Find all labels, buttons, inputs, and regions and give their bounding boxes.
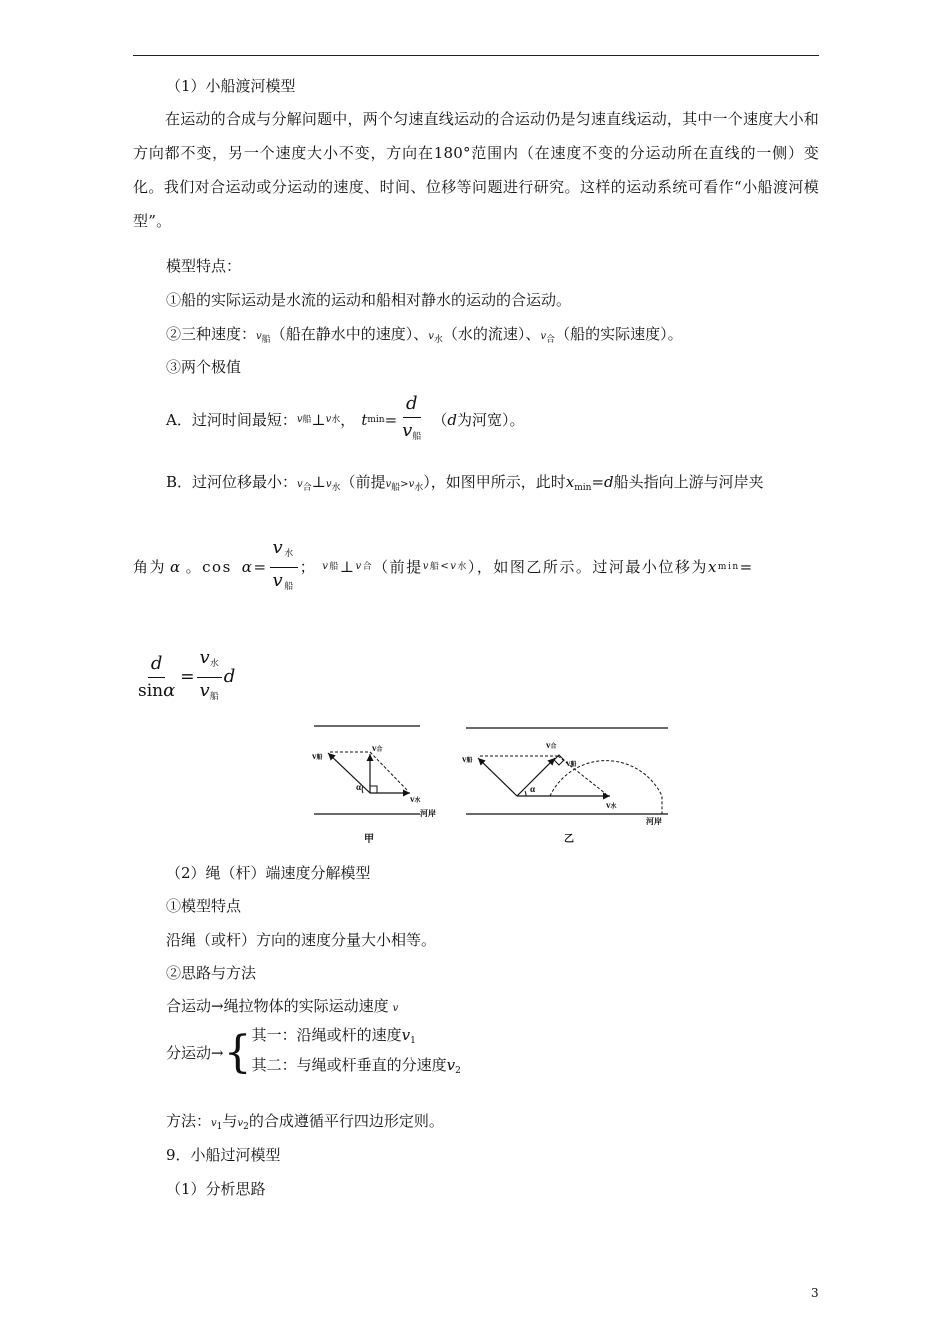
rope-feature: 沿绳（或杆）方向的速度分量大小相等。 [166, 931, 437, 949]
sub-water: 水 [331, 483, 341, 493]
v-combined-arrow [517, 758, 555, 796]
frac-num-d: d [403, 393, 421, 418]
var-v: v [408, 479, 415, 490]
var-alpha: α [163, 679, 176, 701]
perp-symbol: ⊥ [339, 558, 356, 576]
sub-boat: 船 [412, 431, 422, 442]
var-v: v [325, 414, 332, 425]
sub-water: 水 [414, 483, 424, 493]
v-boat-arrow [478, 758, 517, 796]
rope-component-list [252, 1023, 461, 1083]
case-a [166, 389, 524, 451]
fig-bank-label: 河岸 [420, 809, 436, 818]
feature-2-combined-desc: （船的实际速度）。 [555, 325, 683, 343]
equals: = [180, 667, 195, 687]
var-v: v [256, 331, 262, 342]
sub-min: min [367, 415, 385, 425]
feature-2 [166, 323, 683, 351]
fig-vcombined-label: v合 [372, 743, 383, 753]
rope-component [166, 1028, 461, 1078]
fig-alpha-label: α [356, 782, 362, 792]
case-b2-premise: （前提 [373, 558, 423, 576]
frac-num-v: v [199, 646, 210, 668]
figure-yi [462, 728, 668, 845]
fraction-d-over-vboat [399, 393, 424, 448]
var-d: d [223, 666, 236, 687]
var-v: v [446, 1056, 456, 1074]
var-v: v [540, 331, 547, 342]
sub-water: 水 [209, 658, 219, 669]
rope-comp-2 [252, 1053, 461, 1083]
fig-label-jia: 甲 [364, 834, 374, 845]
var-v: v [297, 479, 303, 490]
fig-vboat-label-2: v船 [566, 758, 577, 768]
var-v: v [296, 414, 303, 425]
figure-jia [312, 726, 436, 845]
feature-1: ①船的实际运动是水流的运动和船相对静水的运动的合运动。 [166, 291, 572, 309]
var-t: t [361, 411, 368, 429]
equals: = [253, 558, 268, 576]
fig-vcombined-label: v合 [546, 740, 557, 750]
v-boat-arrow [328, 753, 370, 793]
var-v: v [355, 561, 363, 572]
gt-symbol: > [400, 479, 409, 490]
fig-vboat-label: v船 [462, 754, 473, 764]
heading-rope-model: （2）绳（杆）端速度分解模型 [166, 864, 371, 882]
semicolon: ； [299, 558, 317, 576]
case-a-prefix: A．过河时间最短： [166, 411, 297, 429]
fig-vwater-label: v水 [606, 800, 617, 810]
case-a-suffix: 为河宽）。 [456, 411, 525, 429]
sub-combined: 合 [546, 335, 556, 345]
case-b-line-2 [133, 536, 754, 598]
fraction-vwater-over-vboat-2 [197, 647, 222, 708]
rope-combined-text: 合运动→绳拉物体的实际运动速度 [166, 997, 389, 1015]
case-b2-mid: ），如图乙所示。过河最小位移为 [467, 558, 708, 576]
dashed-diag [370, 752, 408, 791]
fig-bank-label: 河岸 [646, 817, 662, 826]
fig-vwater-label: v水 [410, 794, 421, 804]
min-displacement-formula [133, 646, 235, 708]
frac-den-v: v [402, 419, 413, 441]
heading-boat-model: （1）小船渡河模型 [166, 77, 296, 95]
case-b2-prefix: 角为 [133, 558, 167, 576]
var-v: v [237, 1118, 244, 1129]
sub-water: 水 [433, 335, 443, 345]
var-v: v [401, 1026, 411, 1044]
rope-combined [166, 995, 398, 1020]
sin-label: sin [138, 680, 164, 701]
var-d: d [604, 473, 614, 491]
frac-num-v: v [272, 536, 285, 558]
var-v: v [385, 479, 392, 490]
var-v: v [392, 1003, 399, 1014]
feature-2-boat-desc: （船在静水中的速度）、 [270, 325, 429, 343]
frac-num-d: d [148, 653, 166, 678]
sub-1: 1 [410, 1036, 416, 1046]
sub-min: min [717, 562, 740, 572]
rope-comp-1 [252, 1023, 461, 1053]
sub-boat: 船 [284, 581, 295, 592]
rope-feature-title: ①模型特点 [166, 897, 242, 915]
lt-symbol: < [440, 561, 451, 572]
fig-alpha-label: α [530, 784, 536, 794]
rope-method-title: ②思路与方法 [166, 964, 257, 982]
perp-symbol: ⊥ [311, 473, 326, 491]
equals: = [591, 473, 605, 491]
var-v: v [322, 561, 330, 572]
sub-2: 2 [455, 1066, 461, 1076]
case-b-premise: （前提 [340, 473, 386, 491]
case-b [166, 471, 764, 499]
case-b-tail: 船头指向上游与河岸夹 [613, 473, 764, 491]
rope-comp-2-text: 其二：与绳或杆垂直的分速度 [251, 1056, 447, 1074]
feature-2-water-desc: （水的流速）、 [442, 325, 541, 343]
sub-min: min [574, 483, 592, 493]
var-alpha: α [170, 558, 182, 576]
var-v: v [325, 479, 332, 490]
sub-2: 2 [243, 1122, 249, 1132]
brace-symbol: { [223, 1027, 252, 1078]
rope-rule [166, 1110, 444, 1138]
sub-water: 水 [331, 415, 341, 425]
var-v: v [211, 1118, 217, 1129]
var-d: d [447, 411, 457, 429]
comma: ， [340, 411, 356, 429]
right-angle-mark [370, 786, 377, 793]
section-9-sub: （1）分析思路 [166, 1180, 266, 1198]
intro-paragraph: 在运动的合成与分解问题中，两个匀速直线运动的合运动仍是匀速直线运动，其中一个速度大小和方向都不变，另一个速度大小不变，方向在180°范围内（在速度不变的分运动所在直线的一侧）变化。我们对合运动或分运动的速度、时间、位移等问题进行研究。这样的运动系统可看作“小船渡河模型”。 [133, 110, 819, 230]
sub-combined: 合 [302, 483, 312, 493]
case-b-prefix: B．过河位移最小： [166, 473, 298, 491]
case-b-mid: ），如图甲所示，此时 [423, 473, 566, 491]
feature-3: ③两个极值 [166, 358, 242, 376]
angle-arc [362, 786, 363, 793]
var-x: x [707, 558, 718, 576]
sub-boat: 船 [391, 483, 401, 493]
var-alpha: α [241, 558, 254, 576]
sub-boat: 船 [209, 691, 219, 702]
river-crossing-figure [300, 718, 680, 848]
equals: = [384, 411, 398, 429]
rope-comp-1-text: 其一：沿绳或杆的速度 [251, 1026, 402, 1044]
sub-combined: 合 [362, 562, 374, 572]
fig-vboat-label: v船 [312, 751, 323, 761]
fig-label-yi: 乙 [564, 834, 574, 845]
page-number: 3 [811, 1286, 819, 1300]
frac-den-v: v [272, 569, 285, 591]
rope-component-text: 分运动→ [166, 1044, 224, 1062]
rope-rule-and: 与 [222, 1112, 238, 1130]
sub-boat: 船 [261, 335, 271, 345]
rope-rule-prefix: 方法： [166, 1112, 212, 1130]
paren-open: （ [432, 411, 448, 429]
fraction-vwater-over-vboat [270, 537, 298, 598]
frac-den-v: v [199, 679, 210, 701]
var-v: v [428, 331, 434, 342]
fraction-d-over-sin [135, 653, 178, 702]
header-rule [133, 55, 819, 56]
perp-symbol: ⊥ [311, 411, 326, 429]
angle-arc [525, 791, 526, 796]
features-title: 模型特点： [166, 257, 242, 275]
sub-water: 水 [457, 562, 468, 572]
sub-boat: 船 [329, 562, 340, 572]
sub-water: 水 [284, 548, 295, 559]
sub-boat: 船 [302, 415, 312, 425]
feature-2-prefix: ②三种速度： [166, 325, 257, 343]
section-9-heading: 9．小船过河模型 [166, 1146, 281, 1164]
var-v: v [450, 561, 458, 572]
cos-label: 。cos [185, 558, 232, 576]
equals: = [739, 558, 754, 576]
rope-rule-tail: 的合成遵循平行四边形定则。 [248, 1112, 444, 1130]
sub-1: 1 [216, 1122, 223, 1132]
var-v: v [422, 561, 430, 572]
var-x: x [565, 473, 575, 491]
sub-boat: 船 [429, 562, 441, 572]
